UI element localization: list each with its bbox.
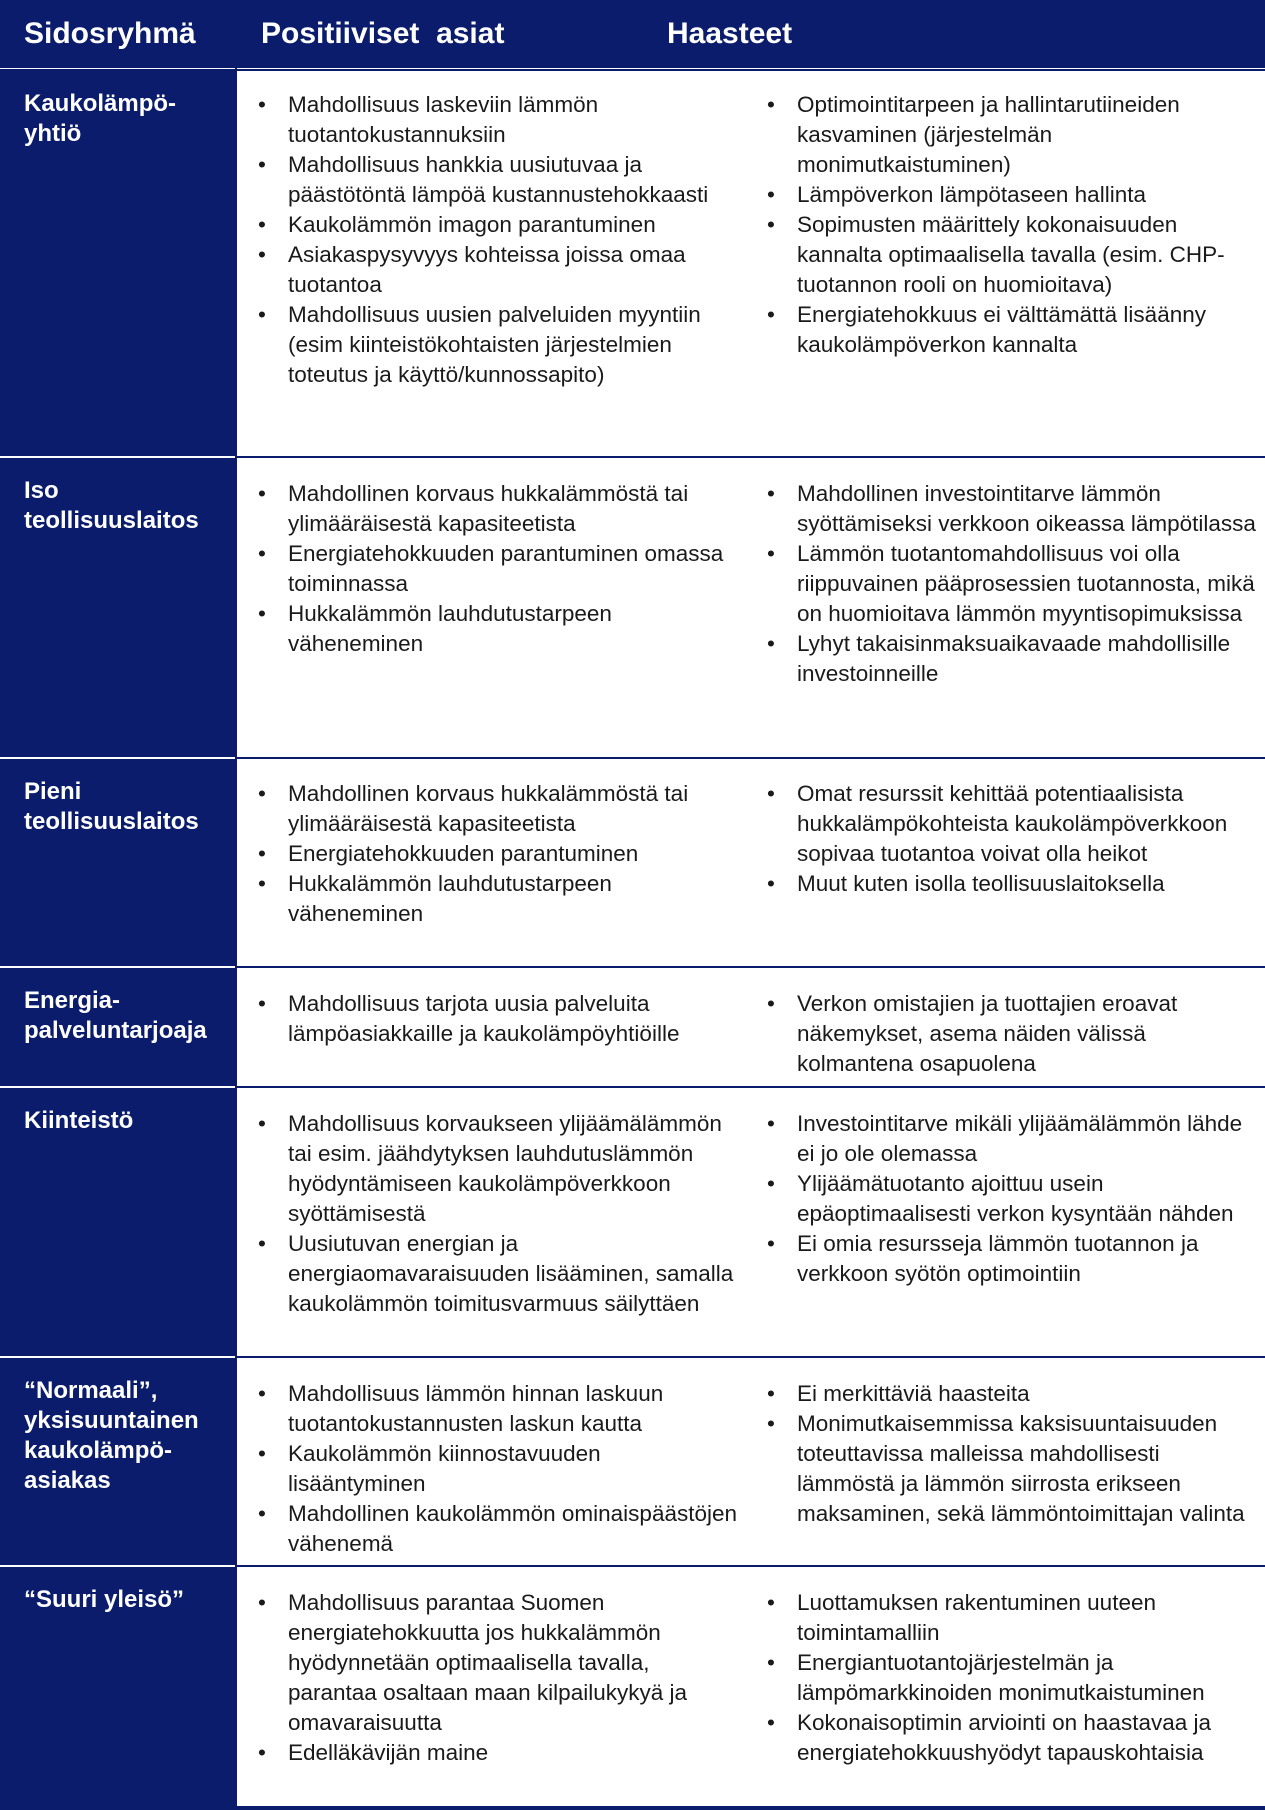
challenge-item: • Energiantuotantojärjestelmän ja lämpömarkkinoiden monimutkaistuminen: [767, 1648, 1257, 1708]
positive-item: • Edelläkävijän maine: [258, 1738, 738, 1768]
stakeholder-group-cell: [0, 458, 235, 757]
positives-list: [258, 779, 738, 929]
stakeholder-name-line: kaukolämpö-: [24, 1437, 173, 1464]
stakeholder-name-line: palveluntarjoaja: [24, 1017, 207, 1044]
challenge-item: • Muut kuten isolla teollisuuslaitoksella: [767, 869, 1257, 899]
positive-item: • Mahdollisuus uusien palveluiden myyntiin (esim kiinteistökohtaisten järjestelmien toteutus ja käyttö/kunnossapito): [258, 300, 738, 390]
challenges-list: [767, 989, 1257, 1079]
stakeholder-group-cell: [0, 1358, 235, 1565]
positive-item: • Uusiutuvan energian ja energiaomavaraisuuden lisääminen, samalla kaukolämmön toimitusvarmuus säilyttäen: [258, 1229, 738, 1319]
challenge-item: • Lämmön tuotantomahdollisuus voi olla riippuvainen pääprosessien tuotannosta, mikä on huomioitava lämmön myyntisopimuksissa: [767, 539, 1257, 629]
challenges-list: [767, 479, 1257, 689]
stakeholder-name-line: “Suuri yleisö”: [24, 1586, 185, 1613]
challenge-item: • Verkon omistajien ja tuottajien eroavat näkemykset, asema näiden välissä kolmantena osapuolena: [767, 989, 1257, 1079]
challenge-item: • Kokonaisoptimin arviointi on haastavaa ja energiatehokkuushyödyt tapauskohtaisia: [767, 1708, 1257, 1768]
challenge-item: • Lyhyt takaisinmaksuaikavaade mahdollisille investoinneille: [767, 629, 1257, 689]
positive-item: • Asiakaspysyvyys kohteissa joissa omaa tuotantoa: [258, 240, 738, 300]
positives-list: [258, 1109, 738, 1319]
challenges-list: [767, 1588, 1257, 1768]
row-separator: [237, 456, 1265, 458]
challenges-list: [767, 1109, 1257, 1289]
stakeholder-name-line: Kaukolämpö-: [24, 90, 177, 117]
table-bottom-border: [0, 1806, 1265, 1810]
positive-item: • Mahdollisuus korvaukseen ylijäämälämmön tai esim. jäähdytyksen lauhdutuslämmön hyödyntämiseen kaukolämpöverkkoon syöttämisestä: [258, 1109, 738, 1229]
column-divider: [641, 0, 643, 68]
column-divider: [235, 0, 237, 1810]
challenges-list: [767, 1379, 1257, 1529]
row-separator: [237, 1356, 1265, 1358]
header-challenges: Haasteet: [643, 0, 1265, 68]
challenge-item: • Sopimusten määrittely kokonaisuuden kannalta optimaalisella tavalla (esim. CHP-tuotannon rooli on huomioitava): [767, 210, 1257, 300]
challenge-item: • Luottamuksen rakentuminen uuteen toimintamalliin: [767, 1588, 1257, 1648]
stakeholder-name-line: Kiinteistö: [24, 1107, 134, 1134]
challenge-item: • Investointitarve mikäli ylijäämälämmön lähde ei jo ole olemassa: [767, 1109, 1257, 1169]
positive-item: • Mahdollisuus hankkia uusiutuvaa ja päästötöntä lämpöä kustannustehokkaasti: [258, 150, 738, 210]
stakeholder-name-line: Pieni: [24, 778, 82, 805]
challenge-item: • Lämpöverkon lämpötaseen hallinta: [767, 180, 1257, 210]
header-sidosryhma: Sidosryhmä: [0, 0, 235, 68]
positive-item: • Hukkalämmön lauhdutustarpeen väheneminen: [258, 869, 738, 929]
row-separator: [237, 757, 1265, 759]
positive-item: • Mahdollisuus laskeviin lämmön tuotantokustannuksiin: [258, 90, 738, 150]
positive-item: • Mahdollisuus tarjota uusia palveluita lämpöasiakkaille ja kaukolämpöyhtiöille: [258, 989, 738, 1049]
challenge-item: • Ei merkittäviä haasteita: [767, 1379, 1257, 1409]
stakeholder-name-line: Energia-: [24, 987, 121, 1014]
stakeholder-group-cell: [0, 1088, 235, 1356]
positives-list: [258, 90, 738, 390]
positives-list: [258, 1588, 738, 1768]
challenges-list: [767, 90, 1257, 360]
header-positives: Positiiviset asiat: [237, 0, 641, 68]
stakeholder-name-line: asiakas: [24, 1467, 111, 1494]
challenge-item: • Mahdollinen investointitarve lämmön syöttämiseksi verkkoon oikeassa lämpötilassa: [767, 479, 1257, 539]
positives-list: [258, 479, 738, 659]
positive-item: • Hukkalämmön lauhdutustarpeen väheneminen: [258, 599, 738, 659]
challenge-item: • Monimutkaisemmissa kaksisuuntaisuuden toteuttavissa malleissa mahdollisesti lämmöstä ja lämmön siirrosta erikseen maksaminen, sekä lämmöntoimittajan valinta: [767, 1409, 1257, 1529]
stakeholder-group-cell: [0, 1567, 235, 1806]
positive-item: • Mahdollinen kaukolämmön ominaispäästöjen vähenemä: [258, 1499, 738, 1559]
challenge-item: • Omat resurssit kehittää potentiaalisista hukkalämpökohteista kaukolämpöverkkoon sopivaa tuotantoa voivat olla heikot: [767, 779, 1257, 869]
challenge-item: • Ei omia resursseja lämmön tuotannon ja verkkoon syötön optimointiin: [767, 1229, 1257, 1289]
stakeholder-name-line: teollisuuslaitos: [24, 507, 199, 534]
row-separator: [237, 966, 1265, 968]
row-separator: [237, 1565, 1265, 1567]
stakeholder-group-cell: [0, 759, 235, 966]
stakeholder-name-line: yhtiö: [24, 120, 82, 147]
positive-item: • Mahdollisuus lämmön hinnan laskuun tuotantokustannusten laskun kautta: [258, 1379, 738, 1439]
stakeholder-group-cell: [0, 71, 235, 456]
stakeholder-group-cell: [0, 968, 235, 1086]
challenges-list: [767, 779, 1257, 899]
stakeholder-name-line: Iso: [24, 477, 59, 504]
positive-item: • Energiatehokkuuden parantuminen omassa toiminnassa: [258, 539, 738, 599]
positives-list: [258, 1379, 738, 1559]
positives-list: [258, 989, 738, 1049]
positive-item: • Kaukolämmön kiinnostavuuden lisääntyminen: [258, 1439, 738, 1499]
stakeholder-name-line: “Normaali”,: [24, 1377, 158, 1404]
stakeholder-name-line: yksisuuntainen: [24, 1407, 199, 1434]
positive-item: • Mahdollinen korvaus hukkalämmöstä tai ylimääräisestä kapasiteetista: [258, 779, 738, 839]
positive-item: • Mahdollisuus parantaa Suomen energiatehokkuutta jos hukkalämmön hyödynnetään optimaalisella tavalla, parantaa osaltaan maan kilpailukykyä ja omavaraisuutta: [258, 1588, 738, 1738]
stakeholder-name-line: teollisuuslaitos: [24, 808, 199, 835]
positive-item: • Kaukolämmön imagon parantuminen: [258, 210, 738, 240]
positive-item: • Energiatehokkuuden parantuminen: [258, 839, 738, 869]
challenge-item: • Energiatehokkuus ei välttämättä lisäänny kaukolämpöverkon kannalta: [767, 300, 1257, 360]
positive-item: • Mahdollinen korvaus hukkalämmöstä tai ylimääräisestä kapasiteetista: [258, 479, 738, 539]
challenge-item: • Ylijäämätuotanto ajoittuu usein epäoptimaalisesti verkon kysyntään nähden: [767, 1169, 1257, 1229]
challenge-item: • Optimointitarpeen ja hallintarutiineiden kasvaminen (järjestelmän monimutkaistuminen): [767, 90, 1257, 180]
row-separator: [237, 1086, 1265, 1088]
